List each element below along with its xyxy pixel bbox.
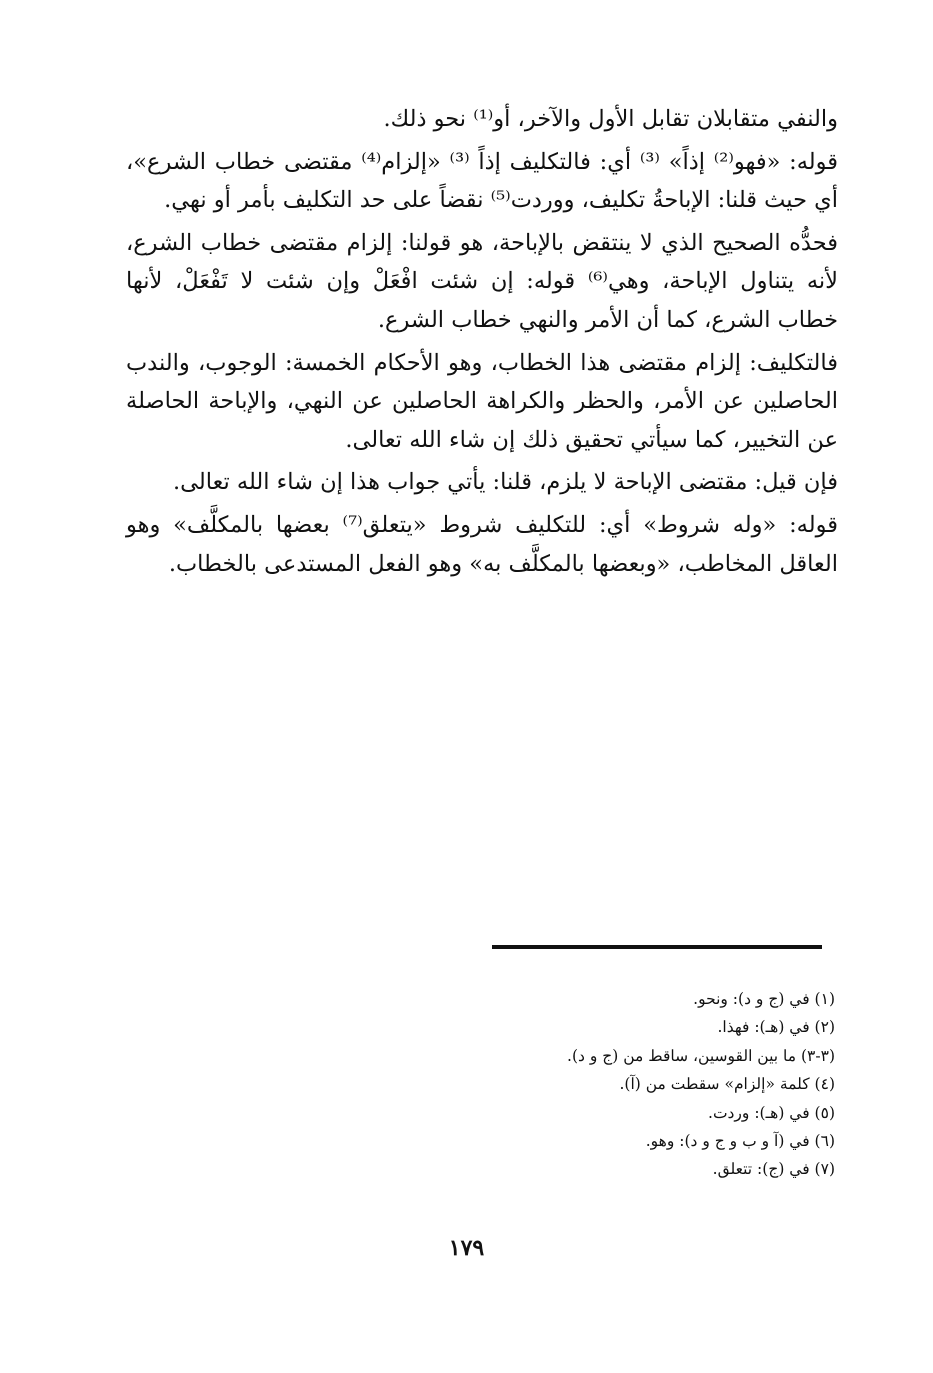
paragraph-5: فإن قيل: مقتضى الإباحة لا يلزم، قلنا: يأتي جواب هذا إن شاء الله تعالى. xyxy=(173,469,838,496)
paragraph-4: فالتكليف: إلزام مقتضى هذا الخطاب، وهو الأحكام الخمسة: الوجوب، والندب الحاصلين عن الأمر، والحظر والكراهة الحاصلين عن النهي، والإباحة الحاصلة عن التخيير، كما سيأتي تحقيق ذلك إن شاء الله تعالى. xyxy=(126,349,838,453)
footnotes xyxy=(415,985,835,1184)
footnote-5: (٥) في (هـ): وردت. xyxy=(708,1103,835,1122)
paragraph-3: فحدُّه الصحيح الذي لا ينتقض بالإباحة، هو قولنا: إلزام مقتضى خطاب الشرع، لأنه يتناول الإباحة، وهي⁽⁶⁾ قوله: إن شئت افْعَلْ وإن شئت لا تَفْعَلْ، لأنها خطاب الشرع، كما أن الأمر والنهي خطاب الشرع. xyxy=(126,229,839,333)
page-number: ١٧٩ xyxy=(448,1235,485,1261)
footnote-divider xyxy=(492,945,822,949)
paragraph-1: والنفي متقابلان تقابل الأول والآخر، أو⁽¹⁾ نحو ذلك. xyxy=(383,106,838,132)
main-text xyxy=(126,100,838,587)
footnote-1: (١) في (ج و د): ونحو. xyxy=(693,990,835,1008)
footnote-7: (٧) في (ج): تتعلق. xyxy=(712,1160,835,1179)
footnote-2: (٢) في (هـ): فهذا. xyxy=(717,1018,835,1037)
paragraph-2: قوله: «فهو⁽²⁾ إذاً» ⁽³⁾ أي: فالتكليف إذاً ⁽³⁾ «إلزام⁽⁴⁾ مقتضى خطاب الشرع»، أي حيث قلنا: الإباحةُ تكليف، ووردت⁽⁵⁾ نقضاً على حد التكليف بأمر أو نهي. xyxy=(126,148,839,214)
footnote-4: (٤) كلمة «إلزام» سقطت من (آ). xyxy=(619,1075,835,1094)
footnote-6: (٦) في (آ و ب و ج و د): وهو. xyxy=(645,1132,835,1151)
paragraph-6: قوله: «وله شروط» أي: للتكليف شروط «يتعلق⁽⁷⁾ بعضها بالمكلَّف» وهو العاقل المخاطب، «وبعضها بالمكلَّف به» وهو الفعل المستدعى بالخطاب. xyxy=(126,511,838,577)
footnote-3: (٣-٣) ما بين القوسين، ساقط من (ج و د). xyxy=(567,1046,835,1065)
